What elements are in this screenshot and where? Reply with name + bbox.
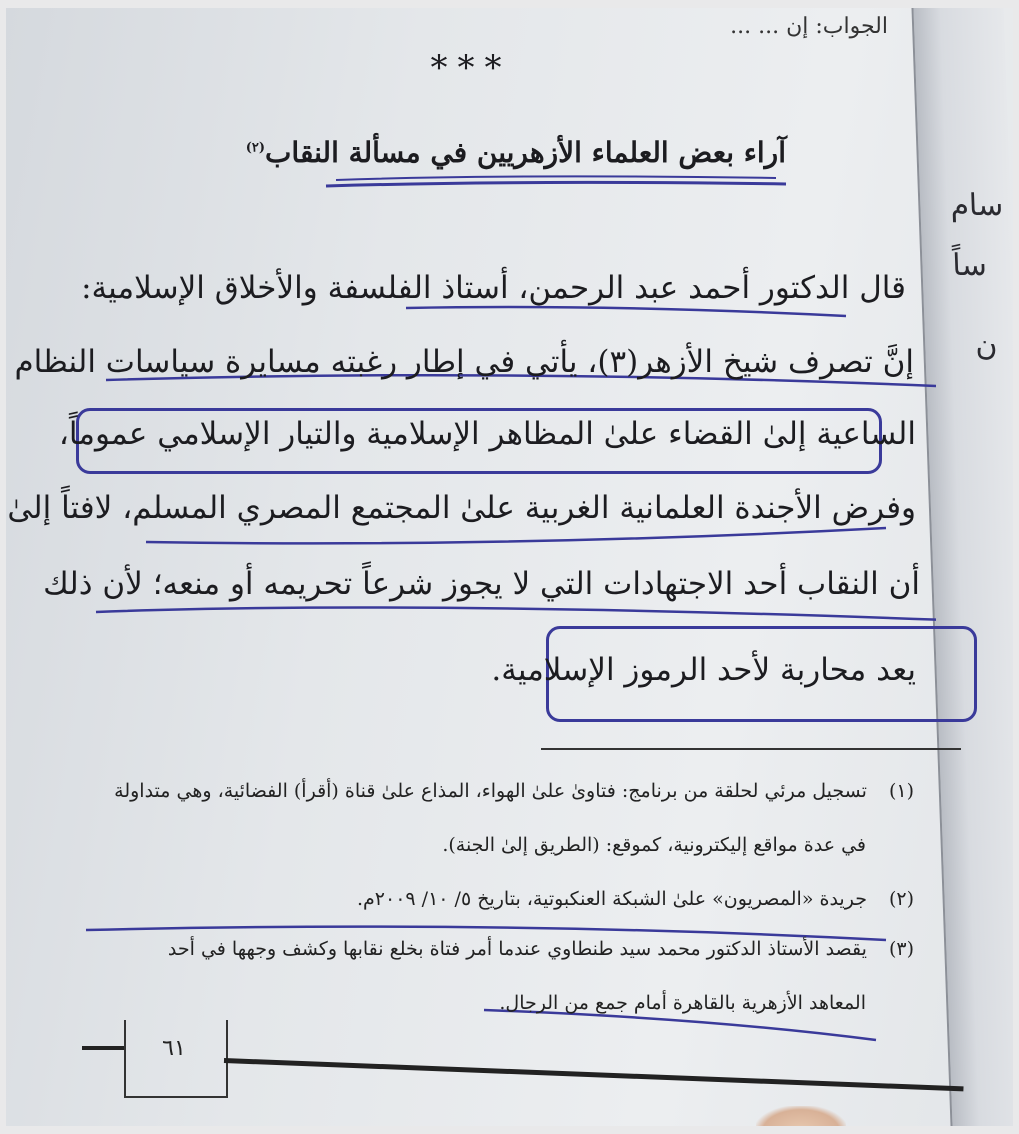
- page-number: ٦١: [162, 1036, 186, 1061]
- finger-tip: [756, 1106, 846, 1126]
- heading-underline: [336, 176, 776, 180]
- body-line: وفرض الأجندة العلمانية الغربية علىٰ المجتمع المصري المسلم، لافتاً إلىٰ: [7, 490, 916, 526]
- page-rule: [82, 1046, 124, 1050]
- body-line: إنَّ تصرف شيخ الأزهر(٣)، يأتي في إطار رغبته مسايرة سياسات النظام: [14, 344, 914, 380]
- footnote: [499, 992, 866, 1014]
- body-line: يعد محاربة لأحد الرموز الإسلامية.: [491, 652, 916, 688]
- footnote-text: جريدة «المصريون» علىٰ الشبكة العنكبوتية، بتاريخ ٥/ ١٠/ ٢٠٠٩م.: [356, 888, 867, 910]
- line-underline: [146, 528, 886, 543]
- footnote: [114, 780, 914, 802]
- footnote: [442, 834, 866, 856]
- heading-underline: [326, 182, 786, 186]
- footnote: [168, 938, 914, 960]
- footnote-number: (٣): [888, 938, 914, 960]
- heading-text: آراء بعض العلماء الأزهريين في مسألة النقاب: [265, 136, 786, 169]
- previous-answer-text: الجواب: إن ... ...: [730, 14, 888, 39]
- footnote-text: المعاهد الأزهرية بالقاهرة أمام جمع من الرجال.: [499, 992, 866, 1014]
- body-line: الساعية إلىٰ القضاء علىٰ المظاهر الإسلامية والتيار الإسلامي عموماً،: [58, 416, 916, 452]
- footnote-text: تسجيل مرئي لحلقة من برنامج: فتاوىٰ علىٰ الهواء، المذاع علىٰ قناة (أقرأ) الفضائية، وهي متداولة: [114, 780, 867, 802]
- line-underline: [96, 608, 936, 621]
- footnote-number: (١): [888, 780, 914, 802]
- page-rule: [224, 1058, 964, 1091]
- next-page-fragment: سام: [949, 188, 1004, 223]
- footnote-text: يقصد الأستاذ الدكتور محمد سيد طنطاوي عندما أمر فتاة بخلع نقابها وكشف وجهها في أحد: [167, 938, 867, 960]
- body-line: أن النقاب أحد الاجتهادات التي لا يجوز شرعاً تحريمه أو منعه؛ لأن ذلك: [43, 566, 920, 602]
- footnote-underline: [484, 1010, 876, 1040]
- body-line: قال الدكتور أحمد عبد الرحمن، أستاذ الفلسفة والأخلاق الإسلامية:: [81, 270, 906, 306]
- line-underline: [406, 307, 846, 316]
- photo-frame: [6, 8, 1013, 1126]
- next-page-fragment: ساً: [951, 248, 988, 283]
- heading-footnote-ref: (٢): [245, 140, 266, 156]
- footnote-text: في عدة مواقع إليكترونية، كموقع: (الطريق إلىٰ الجنة).: [442, 834, 866, 856]
- footnote-number: (٢): [888, 888, 914, 910]
- book-page: [6, 8, 936, 1126]
- footnote: [357, 888, 914, 910]
- next-page-fragment: ن: [974, 328, 998, 363]
- footnote-separator: [541, 748, 961, 750]
- section-separator: ***: [430, 48, 512, 88]
- section-heading: [246, 136, 786, 169]
